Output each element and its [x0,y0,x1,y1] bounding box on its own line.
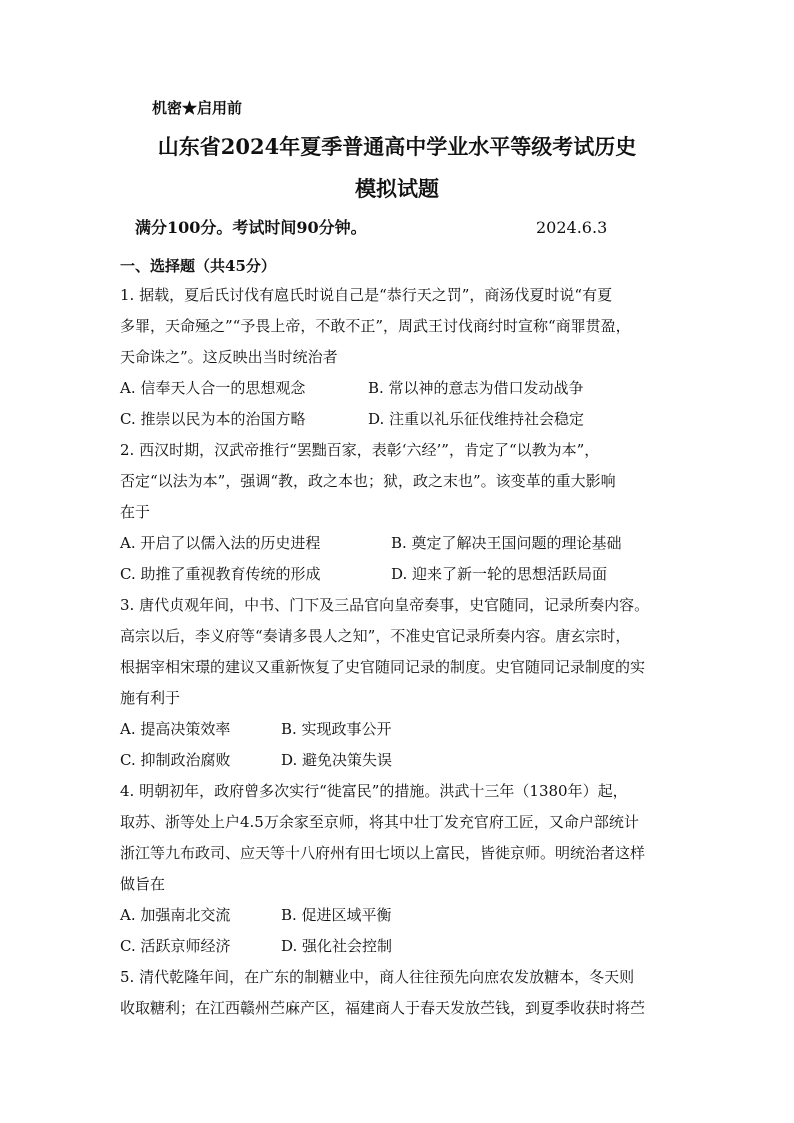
exam-subtitle: 模拟试题 [355,176,439,201]
question-1-option-a: A. 信奉天人合一的思想观念 [120,379,306,397]
question-4-option-c: C. 活跃京师经济 [120,937,231,955]
question-1-option-c: C. 推崇以民为本的治国方略 [120,410,306,428]
question-5-line-2: 收取糖利；在江西赣州苎麻产区，福建商人于春天发放苎钱，到夏季收获时将苎 [120,999,646,1017]
question-2-option-c: C. 助推了重视教育传统的形成 [120,565,321,583]
question-1-line-3: 天命诛之”。这反映出当时统治者 [120,348,338,366]
question-2-line-3: 在于 [120,503,151,521]
question-2-option-b: B. 奠定了解决王国问题的理论基础 [391,534,622,552]
section-heading: 一、选择题（共45分） [120,257,276,275]
question-4-line-3: 浙江等九布政司、应天等十八府州有田七顷以上富民，皆徙京师。明统治者这样 [120,844,646,862]
question-5-line-1: 5. 清代乾隆年间，在广东的制糖业中，商人往往预先向庶农发放糖本，冬天则 [120,968,635,986]
question-3-option-c: C. 抑制政治腐败 [120,751,231,769]
question-3-line-2: 高宗以后，李义府等“奏请多畏人之知”，不准史官记录所奏内容。唐玄宗时， [120,627,631,645]
question-1-option-d: D. 注重以礼乐征伐维持社会稳定 [368,410,585,428]
question-4-option-d: D. 强化社会控制 [281,937,393,955]
question-4-line-1: 4. 明朝初年，政府曾多次实行“徙富民”的措施。洪武十三年（1380年）起， [120,782,628,800]
question-4-line-2: 取苏、浙等处上户4.5万余家至京师，将其中壮丁发充官府工匠，又命户部统计 [120,813,639,831]
question-4-option-a: A. 加强南北交流 [120,906,231,924]
exam-info: 满分100分。考试时间90分钟。 [135,218,367,237]
question-2-line-1: 2. 西汉时期，汉武帝推行“罢黜百家，表彰‘六经’”，肯定了“以教为本”， [120,441,600,459]
question-3-line-1: 3. 唐代贞观年间，中书、门下及三品官向皇帝奏事，史官随同，记录所奏内容。 [120,596,650,614]
question-2-option-d: D. 迎来了新一轮的思想活跃局面 [391,565,608,583]
question-2-option-a: A. 开启了以儒入法的历史进程 [120,534,321,552]
question-3-option-a: A. 提高决策效率 [120,720,231,738]
question-4-line-4: 做旨在 [120,875,166,893]
question-2-line-2: 否定“以法为本”，强调“教，政之本也；狱，政之末也”。该变革的重大影响 [120,472,616,490]
question-1-line-2: 多罪，天命殛之”“予畏上帝，不敢不正”，周武王讨伐商纣时宣称“商罪贯盈， [120,317,631,335]
question-3-line-4: 施有利于 [120,689,181,707]
question-3-line-3: 根据宰相宋璟的建议又重新恢复了史官随同记录的制度。史官随同记录制度的实 [120,658,646,676]
exam-title: 山东省2024年夏季普通高中学业水平等级考试历史 [157,134,637,159]
question-4-option-b: B. 促进区域平衡 [281,906,392,924]
question-1-line-1: 1. 据载，夏后氏讨伐有扈氏时说自己是“恭行天之罚”，商汤伐夏时说“有夏 [120,286,613,304]
question-1-option-b: B. 常以神的意志为借口发动战争 [368,379,584,397]
confidential-mark: 机密★启用前 [152,99,243,117]
question-3-option-d: D. 避免决策失误 [281,751,393,769]
exam-date: 2024.6.3 [536,218,608,237]
question-3-option-b: B. 实现政事公开 [281,720,392,738]
